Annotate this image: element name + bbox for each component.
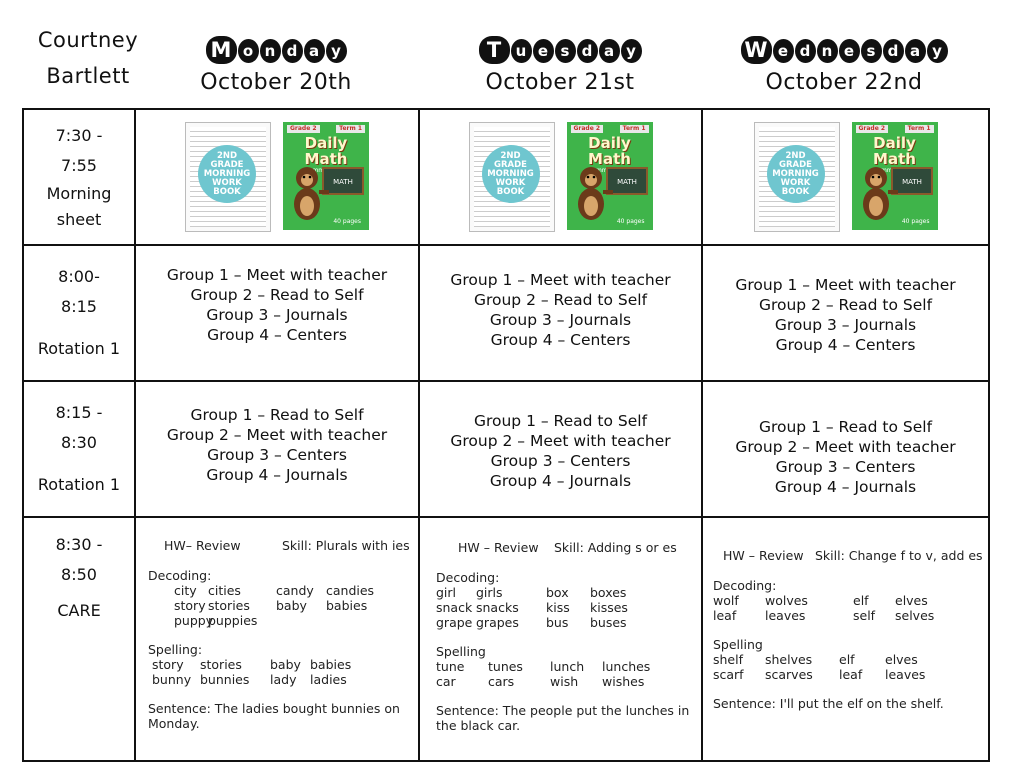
word: babies (326, 598, 368, 613)
daily-math-subtitle: Common (304, 167, 332, 174)
decoding-words (436, 585, 701, 630)
daily-math-cover (567, 122, 653, 230)
activity-label: sheet (56, 210, 102, 229)
group-assignment: Group 4 – Journals (206, 466, 348, 484)
day-letter: d (282, 39, 303, 63)
chalkboard-text: MATH (333, 178, 353, 186)
table-row (23, 517, 989, 761)
group-assignment: Group 3 – Journals (489, 311, 632, 329)
spelling-label: Spelling: (148, 642, 203, 657)
word: snack (436, 600, 473, 615)
word: story (152, 657, 184, 672)
rotation-cell (419, 245, 702, 381)
daily-math-title: Daily Math (588, 134, 631, 168)
day-letter: e (773, 39, 794, 63)
group-assignment: Group 3 – Centers (207, 446, 347, 464)
word: tune (436, 659, 465, 674)
word: cars (488, 674, 515, 689)
word: girl (436, 585, 457, 600)
day-letter: d (577, 39, 598, 63)
rotation-cell (419, 381, 702, 517)
word: stories (200, 657, 242, 672)
word: grapes (476, 615, 519, 630)
time-cell (23, 245, 135, 381)
day-letter: y (621, 39, 642, 63)
time-end: 7:55 (61, 156, 97, 175)
day-letter: a (599, 39, 620, 63)
day-letter: y (927, 39, 948, 63)
page-count: 40 pages (333, 218, 361, 225)
chalkboard-text: MATH (616, 178, 637, 186)
word: scarf (713, 667, 744, 682)
sentence: Sentence: I'll put the elf on the shelf. (713, 696, 944, 711)
page-count: 40 pages (616, 218, 645, 225)
day-name (419, 36, 701, 64)
day-letter: n (817, 39, 838, 63)
day-header-tuesday (419, 36, 701, 95)
spelling-words (148, 657, 418, 687)
word: leaves (885, 667, 926, 682)
morning-cell (419, 109, 702, 245)
word: wolf (713, 593, 739, 608)
day-name (135, 36, 417, 64)
day-letter: e (839, 39, 860, 63)
group-assignment: Group 2 – Meet with teacher (166, 426, 388, 444)
group-assignment: Group 3 – Journals (774, 316, 917, 334)
day-letter: a (304, 39, 325, 63)
group-assignment: Group 3 – Journals (206, 306, 348, 324)
decoding-label: Decoding: (148, 568, 212, 583)
word: girls (476, 585, 503, 600)
word: elves (885, 652, 918, 667)
table-row (23, 245, 989, 381)
word: elf (853, 593, 869, 608)
daily-math-subtitle: Common (588, 167, 616, 174)
rotation-cell (135, 245, 419, 381)
word: bunnies (200, 672, 250, 687)
skill-label: Skill: Change f to v, add es (815, 548, 983, 563)
group-assignment: Group 4 – Journals (774, 478, 917, 496)
word: bunny (152, 672, 192, 687)
group-assignment: Group 2 – Meet with teacher (450, 432, 671, 450)
term-tag: Term 1 (905, 125, 934, 133)
word: story (174, 598, 206, 613)
group-assignment: Group 3 – Centers (490, 452, 631, 470)
workbook-title: 2ND GRADE MORNING WORK BOOK (198, 145, 256, 203)
skill-label: Skill: Adding s or es (554, 540, 677, 555)
monkey-chalkboard-icon (569, 160, 651, 226)
word: car (436, 674, 456, 689)
word: bus (546, 615, 569, 630)
care-cell-monday (135, 517, 419, 761)
day-letter: u (511, 39, 532, 63)
hw-label: HW – Review (723, 548, 804, 563)
group-assignment: Group 4 – Centers (207, 326, 347, 344)
word: boxes (590, 585, 627, 600)
day-date: October 20th (200, 70, 352, 95)
time-cell (23, 109, 135, 245)
sentence-continued: Monday. (148, 716, 200, 731)
care-cell-wednesday (702, 517, 989, 761)
teacher-first-name: Courtney (37, 28, 139, 52)
activity-label: Morning (46, 184, 112, 203)
word: baby (276, 598, 307, 613)
time-end: 8:50 (61, 565, 97, 584)
word: babies (310, 657, 352, 672)
word: shelves (765, 652, 813, 667)
word: grape (436, 615, 473, 630)
word: snacks (476, 600, 519, 615)
word: leaves (765, 608, 806, 623)
word: ladies (310, 672, 347, 687)
day-letter: y (326, 39, 347, 63)
word: elves (895, 593, 928, 608)
morning-workbook-cover (754, 122, 840, 232)
spelling-words (436, 659, 701, 689)
word: selves (895, 608, 935, 623)
daily-math-cover (852, 122, 938, 230)
day-letter: n (260, 39, 281, 63)
day-letter: d (883, 39, 904, 63)
group-assignment: Group 2 – Meet with teacher (735, 438, 956, 456)
group-assignment: Group 4 – Journals (489, 472, 632, 490)
sentence: Sentence: The ladies bought bunnies on (148, 701, 400, 716)
group-assignment: Group 2 – Read to Self (758, 296, 933, 314)
table-row (23, 381, 989, 517)
hw-label: HW– Review (164, 538, 241, 553)
book-covers (703, 122, 988, 232)
decoding-words (713, 593, 988, 623)
activity-label: CARE (57, 601, 101, 620)
day-name (702, 36, 986, 64)
table-row (23, 109, 989, 245)
word: lady (270, 672, 297, 687)
day-date: October 22nd (765, 70, 923, 95)
word: cities (208, 583, 241, 598)
book-covers (136, 122, 418, 232)
word: lunch (550, 659, 585, 674)
word: puppy (174, 613, 214, 628)
care-cell-tuesday (419, 517, 702, 761)
time-end: 8:15 (61, 297, 97, 316)
term-tag: Term 1 (620, 125, 649, 133)
day-header-monday (135, 36, 417, 95)
monkey-chalkboard-icon (854, 160, 936, 226)
book-covers (420, 122, 701, 232)
activity-label: Rotation 1 (37, 339, 121, 358)
group-assignment: Group 2 – Read to Self (190, 286, 364, 304)
group-assignment: Group 1 – Meet with teacher (450, 271, 671, 289)
spelling-label: Spelling (436, 644, 486, 659)
group-assignment: Group 3 – Centers (775, 458, 916, 476)
term-tag: Term 1 (336, 125, 365, 133)
morning-cell (702, 109, 989, 245)
hw-label: HW – Review (458, 540, 539, 555)
workbook-title: 2ND GRADE MORNING WORK BOOK (482, 145, 540, 203)
grade-tag: Grade 2 (287, 125, 320, 133)
day-header-wednesday (702, 36, 986, 95)
word: stories (208, 598, 250, 613)
day-letter: s (861, 39, 882, 63)
group-assignment: Group 1 – Read to Self (473, 412, 648, 430)
group-assignment: Group 1 – Meet with teacher (166, 266, 388, 284)
page-count: 40 pages (901, 218, 930, 225)
word: tunes (488, 659, 523, 674)
word: self (853, 608, 876, 623)
word: buses (590, 615, 627, 630)
word: scarves (765, 667, 813, 682)
day-date: October 21st (485, 70, 635, 95)
time-start: 7:30 - (55, 126, 103, 145)
day-letter: T (479, 36, 510, 64)
sentence: Sentence: The people put the lunches in (436, 703, 690, 718)
day-letter: o (238, 39, 259, 63)
workbook-title: 2ND GRADE MORNING WORK BOOK (767, 145, 825, 203)
time-start: 8:30 - (55, 535, 103, 554)
morning-cell (135, 109, 419, 245)
time-start: 8:00- (58, 267, 100, 286)
word: shelf (713, 652, 743, 667)
day-letter: s (555, 39, 576, 63)
daily-math-title: Daily Math (873, 134, 916, 168)
day-letter: W (741, 36, 772, 64)
word: candy (276, 583, 314, 598)
group-assignment: Group 4 – Centers (490, 331, 631, 349)
day-letter: e (533, 39, 554, 63)
group-assignment: Group 1 – Read to Self (758, 418, 933, 436)
word: leaf (713, 608, 737, 623)
word: box (546, 585, 569, 600)
rotation-cell (702, 381, 989, 517)
word: wish (550, 674, 579, 689)
skill-label: Skill: Plurals with ies (282, 538, 410, 553)
day-letter: a (905, 39, 926, 63)
spelling-label: Spelling (713, 637, 763, 652)
rotation-cell (135, 381, 419, 517)
decoding-label: Decoding: (436, 570, 500, 585)
chalkboard-text: MATH (901, 178, 922, 186)
day-letter: M (206, 36, 237, 64)
word: wolves (765, 593, 808, 608)
word: kiss (546, 600, 570, 615)
word: candies (326, 583, 375, 598)
word: wishes (602, 674, 645, 689)
group-assignment: Group 1 – Meet with teacher (735, 276, 956, 294)
word: puppies (208, 613, 258, 628)
daily-math-cover (283, 122, 369, 230)
word: leaf (839, 667, 863, 682)
morning-workbook-cover (185, 122, 271, 232)
rotation-cell (702, 245, 989, 381)
word: lunches (602, 659, 651, 674)
sentence-continued: the black car. (436, 718, 521, 733)
daily-math-title: Daily Math (304, 134, 348, 168)
grade-tag: Grade 2 (856, 125, 889, 133)
word: city (174, 583, 197, 598)
schedule-table (22, 108, 990, 762)
activity-label: Rotation 1 (37, 475, 121, 494)
group-assignment: Group 1 – Read to Self (190, 406, 364, 424)
daily-math-subtitle: Common (873, 167, 901, 174)
spelling-words (713, 652, 988, 682)
group-assignment: Group 4 – Centers (775, 336, 916, 354)
decoding-words (148, 583, 418, 628)
time-end: 8:30 (61, 433, 97, 452)
monkey-chalkboard-icon (285, 160, 367, 226)
time-start: 8:15 - (55, 403, 103, 422)
word: kisses (590, 600, 628, 615)
word: elf (839, 652, 855, 667)
decoding-label: Decoding: (713, 578, 777, 593)
morning-workbook-cover (469, 122, 555, 232)
teacher-last-name: Bartlett (46, 64, 130, 88)
time-cell (23, 381, 135, 517)
time-cell (23, 517, 135, 761)
day-letter: d (795, 39, 816, 63)
grade-tag: Grade 2 (571, 125, 604, 133)
word: baby (270, 657, 301, 672)
group-assignment: Group 2 – Read to Self (473, 291, 648, 309)
